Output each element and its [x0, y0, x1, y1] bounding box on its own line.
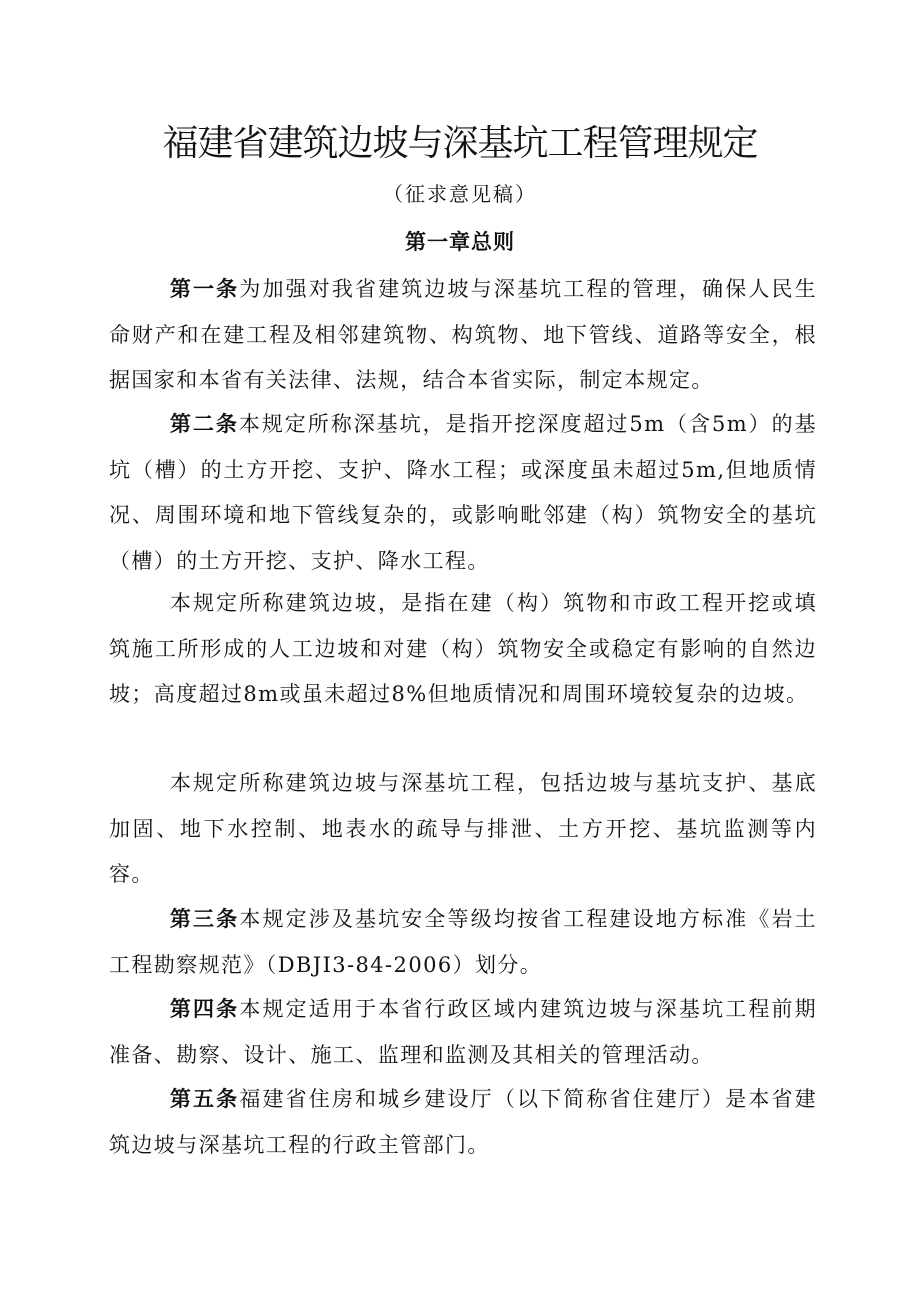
chapter-heading: 第一章总则	[405, 229, 515, 254]
article-3-paragraph	[109, 896, 817, 988]
document-title: 福建省建筑边坡与深基坑工程管理规定	[162, 123, 758, 164]
scope-definition-paragraph	[109, 761, 817, 898]
article-text: 本规定所称深基坑，是指开挖深度超过5m（含5m）的基坑（槽）的土方开挖、支护、降水工程；或深度虽未超过5m,但地质情况、周围环境和地下管线复杂的，或影响毗邻建（构）筑物安全的基坑（槽）的土方开挖、支护、降水工程。	[109, 412, 818, 573]
article-1-paragraph	[109, 266, 817, 404]
article-label: 第一条	[169, 276, 240, 301]
article-4-paragraph	[109, 986, 817, 1078]
article-label: 第四条	[169, 996, 240, 1021]
article-text: 本规定适用于本省行政区域内建筑边坡与深基坑工程前期准备、勘察、设计、施工、监理和监测及其相关的管理活动。	[109, 997, 818, 1067]
paragraph-text: 本规定所称建筑边坡，是指在建（构）筑物和市政工程开挖或填筑施工所形成的人工边坡和对建（构）筑物安全或稳定有影响的自然边坡；高度超过8m或虽未超过8%但地质情况和周围环境较复杂的边坡。	[109, 591, 817, 706]
slope-definition-paragraph	[109, 581, 817, 718]
article-text: 为加强对我省建筑边坡与深基坑工程的管理，确保人民生命财产和在建工程及相邻建筑物、构筑物、地下管线、道路等安全，根据国家和本省有关法律、法规，结合本省实际，制定本规定。	[109, 277, 818, 392]
article-label: 第五条	[169, 1086, 240, 1111]
article-label: 第二条	[169, 411, 239, 436]
article-2-paragraph	[109, 401, 817, 584]
article-label: 第三条	[169, 906, 240, 931]
article-5-paragraph	[109, 1076, 817, 1168]
document-subtitle: （征求意见稿）	[383, 182, 537, 206]
article-text: 福建省住房和城乡建设厅（以下简称省住建厅）是本省建筑边坡与深基坑工程的行政主管部门。	[109, 1087, 818, 1157]
article-text: 本规定涉及基坑安全等级均按省工程建设地方标准《岩土工程勘察规范》（DBJI3-84-2006）划分。	[109, 907, 818, 977]
paragraph-text: 本规定所称建筑边坡与深基坑工程，包括边坡与基坑支护、基底加固、地下水控制、地表水的疏导与排泄、土方开挖、基坑监测等内容。	[109, 771, 817, 886]
